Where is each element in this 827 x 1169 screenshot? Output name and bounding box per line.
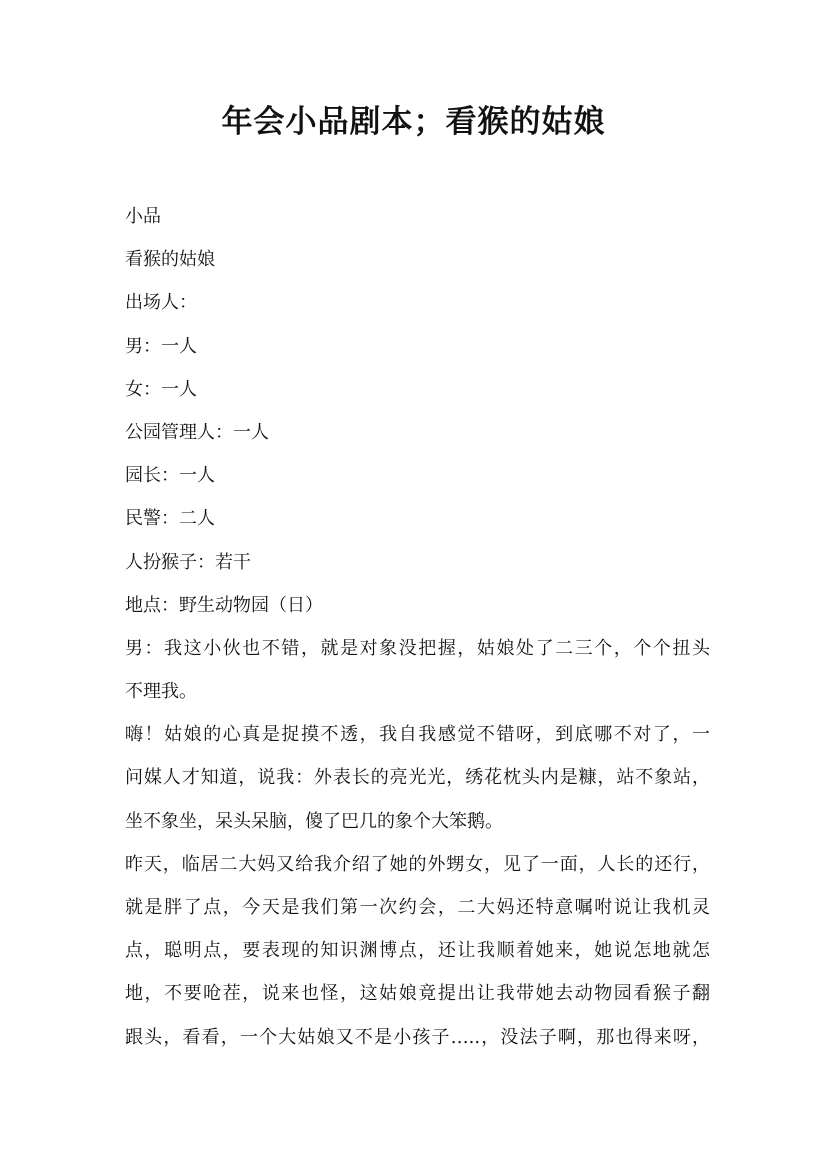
text-line: 问媒人才知道，说我：外表长的亮光光，绣花枕头内是糠，站不象站， [125,767,710,789]
document-title: 年会小品剧本；看猴的姑娘 [221,104,606,140]
text-line: 不理我。 [125,681,197,703]
text-line: 男：我这小伙也不错，就是对象没把握，姑娘处了二三个，个个扭头 [125,637,710,659]
text-line: 地，不要呛茬，说来也怪，这姑娘竟提出让我带她去动物园看猴子翻 [125,983,710,1005]
text-line: 点，聪明点，要表现的知识渊博点，还让我顺着她来，她说怎地就怎 [125,940,710,962]
text-line: 小品 [125,206,161,227]
text-line: 就是胖了点，今天是我们第一次约会，二大妈还特意嘱咐说让我机灵 [125,897,710,918]
text-line: 坐不象坐，呆头呆脑，傻了巴几的象个大笨鹅。 [125,810,503,832]
text-line: 园长：一人 [125,465,215,487]
text-line: 出场人： [125,292,197,314]
text-line: 女：一人 [125,378,197,400]
text-line: 人扮猴子：若干 [125,551,251,573]
text-line: 男：一人 [125,335,197,357]
text-line: 昨天，临居二大妈又给我介绍了她的外甥女，见了一面，人长的还行， [125,853,710,875]
text-line: 跟头，看看，一个大姑娘又不是小孩子…..，没法子啊，那也得来呀， [125,1026,710,1048]
text-line: 嗨！姑娘的心真是捉摸不透，我自我感觉不错呀，到底哪不对了，一 [125,724,710,746]
text-line: 看猴的姑娘 [125,249,215,271]
document-body [125,195,710,1059]
text-line: 公园管理人：一人 [125,421,269,443]
text-line: 地点：野生动物园（日） [125,594,323,616]
text-line: 民警：二人 [125,508,215,530]
